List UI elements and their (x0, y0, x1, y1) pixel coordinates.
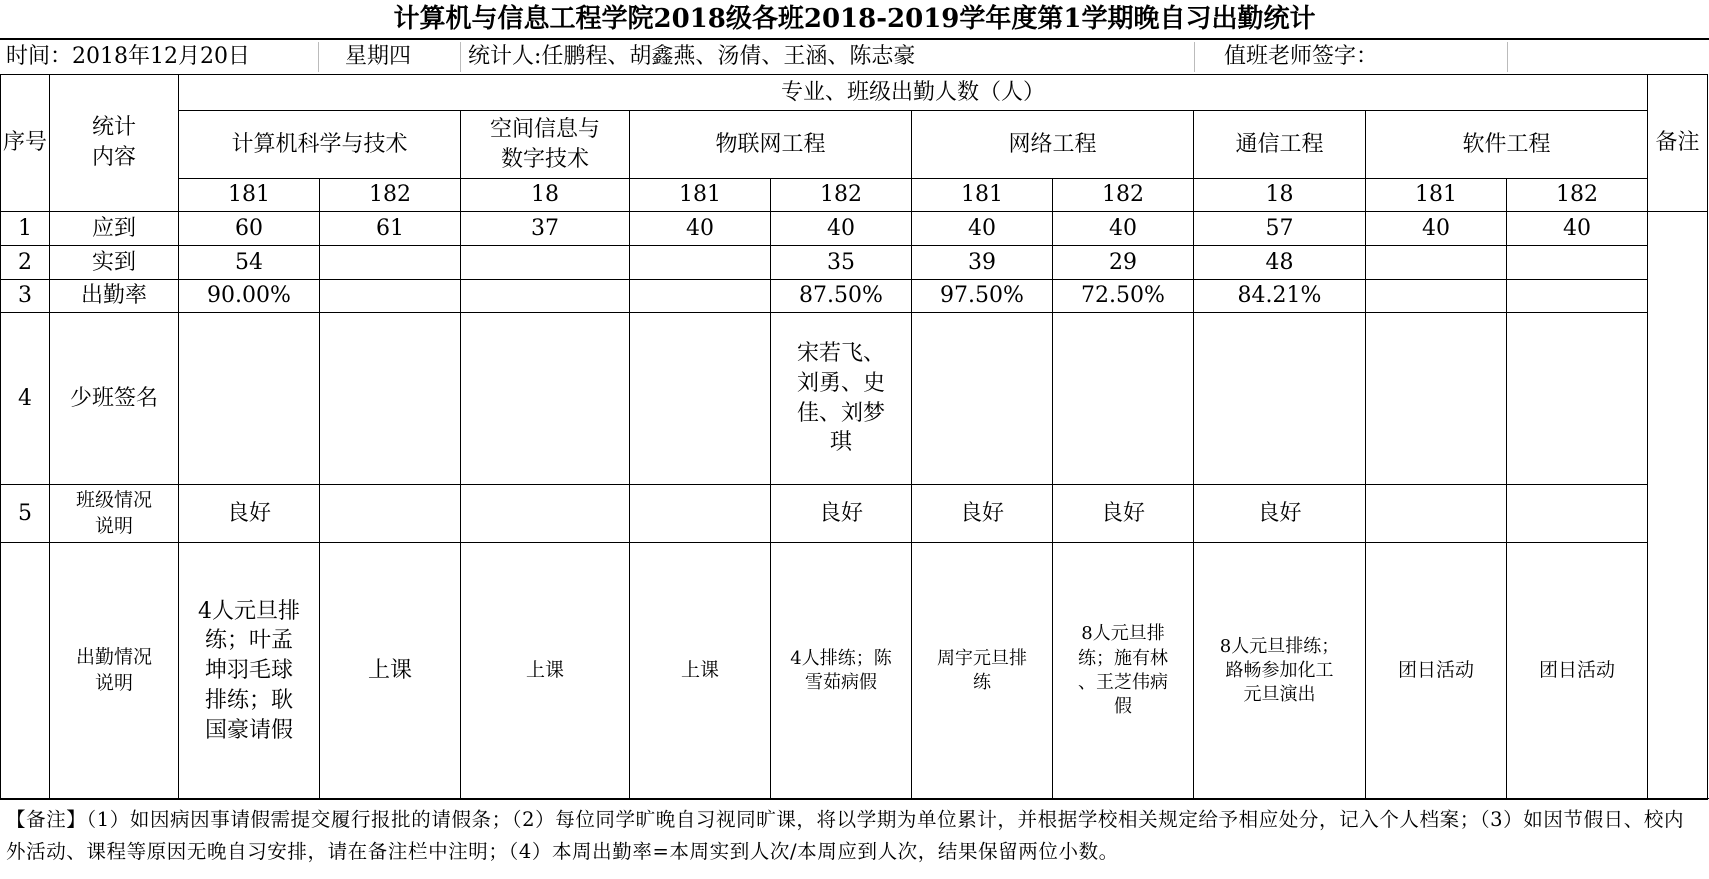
data-cell[interactable]: 良好 (179, 485, 320, 543)
row-label: 应到 (50, 212, 179, 246)
data-cell[interactable]: 57 (1194, 212, 1366, 246)
class-header: 182 (771, 179, 912, 212)
data-cell[interactable] (320, 246, 461, 280)
class-header: 181 (630, 179, 771, 212)
footnote-divider (0, 798, 1709, 799)
data-cell[interactable] (1507, 280, 1648, 313)
table-row (1, 485, 1708, 543)
major-header: 网络工程 (912, 111, 1194, 179)
row-seq: 5 (1, 485, 50, 543)
data-cell[interactable] (1507, 485, 1648, 543)
data-cell[interactable] (630, 280, 771, 313)
table-row (1, 543, 1708, 800)
major-header: 空间信息与 数字技术 (461, 111, 630, 179)
content-header: 统计 内容 (50, 75, 179, 212)
data-cell[interactable]: 良好 (1053, 485, 1194, 543)
data-cell[interactable]: 40 (630, 212, 771, 246)
stat-people-label: 统计人:任鹏程、胡鑫燕、汤倩、王涵、陈志豪 (468, 44, 916, 69)
remark-cell[interactable] (1648, 212, 1708, 800)
data-cell[interactable] (320, 313, 461, 485)
major-header: 通信工程 (1194, 111, 1366, 179)
data-cell[interactable]: 87.50% (771, 280, 912, 313)
weekday-label: 星期四 (345, 44, 412, 69)
major-header: 计算机科学与技术 (179, 111, 461, 179)
data-cell[interactable] (1366, 246, 1507, 280)
data-cell[interactable]: 40 (1053, 212, 1194, 246)
header-row-majors (1, 111, 1708, 179)
row-seq: 1 (1, 212, 50, 246)
info-divider (318, 42, 319, 72)
data-cell[interactable] (1194, 313, 1366, 485)
data-cell[interactable]: 72.50% (1053, 280, 1194, 313)
data-cell[interactable]: 48 (1194, 246, 1366, 280)
data-cell[interactable] (1366, 485, 1507, 543)
data-cell[interactable] (630, 313, 771, 485)
data-cell[interactable]: 宋若飞、 刘勇、史 佳、刘梦 琪 (771, 313, 912, 485)
table-row (1, 212, 1708, 246)
data-cell[interactable]: 团日活动 (1507, 543, 1648, 800)
data-cell[interactable] (630, 246, 771, 280)
info-divider (1194, 42, 1195, 72)
row-seq: 2 (1, 246, 50, 280)
page-title: 计算机与信息工程学院2018级各班2018-2019学年度第1学期晚自习出勤统计 (393, 4, 1316, 34)
row-seq: 4 (1, 313, 50, 485)
table-row (1, 280, 1708, 313)
data-cell[interactable]: 90.00% (179, 280, 320, 313)
header-row-classes (1, 179, 1708, 212)
data-cell[interactable] (461, 313, 630, 485)
data-cell[interactable]: 良好 (912, 485, 1053, 543)
date-label: 时间：2018年12月20日 (6, 44, 250, 69)
data-cell[interactable]: 60 (179, 212, 320, 246)
data-cell[interactable] (1053, 313, 1194, 485)
class-header: 18 (461, 179, 630, 212)
info-divider (460, 42, 461, 72)
footnote-text: 【备注】（1）如因病因事请假需提交履行报批的请假条；（2）每位同学旷晚自习视同旷课，将以学期为单位累计，并根据学校相关规定给予相应处分，记入个人档案；（3）如因节假日、校内外活动、课程等原因无晚自习安排，请在备注栏中注明；（4）本周出勤率=本周实到人次/本周应到人次，结果保留两位小数。 (6, 808, 1685, 863)
data-cell[interactable]: 团日活动 (1366, 543, 1507, 800)
data-cell[interactable]: 良好 (771, 485, 912, 543)
data-cell[interactable]: 40 (912, 212, 1053, 246)
data-cell[interactable]: 上课 (461, 543, 630, 800)
data-cell[interactable]: 40 (771, 212, 912, 246)
data-cell[interactable] (461, 246, 630, 280)
row-label: 出勤率 (50, 280, 179, 313)
class-header: 182 (1053, 179, 1194, 212)
class-header: 18 (1194, 179, 1366, 212)
data-cell[interactable] (912, 313, 1053, 485)
data-cell[interactable]: 39 (912, 246, 1053, 280)
data-cell[interactable] (1366, 280, 1507, 313)
header-row-group (1, 75, 1708, 111)
class-header: 181 (179, 179, 320, 212)
attendance-table (0, 74, 1708, 800)
info-divider (1507, 42, 1508, 72)
data-cell[interactable] (320, 280, 461, 313)
row-label: 出勤情况 说明 (50, 543, 179, 800)
row-seq: 3 (1, 280, 50, 313)
data-cell[interactable]: 4人排练；陈 雪茹病假 (771, 543, 912, 800)
data-cell[interactable] (1366, 313, 1507, 485)
remark-header: 备注 (1648, 75, 1708, 212)
major-header: 物联网工程 (630, 111, 912, 179)
row-label: 少班签名 (50, 313, 179, 485)
data-cell[interactable] (461, 485, 630, 543)
data-cell[interactable] (1507, 313, 1648, 485)
class-header: 181 (912, 179, 1053, 212)
row-label: 实到 (50, 246, 179, 280)
data-cell[interactable]: 40 (1366, 212, 1507, 246)
data-cell[interactable] (320, 485, 461, 543)
data-cell[interactable]: 上课 (630, 543, 771, 800)
table-row (1, 313, 1708, 485)
data-cell[interactable] (1507, 246, 1648, 280)
class-header: 182 (1507, 179, 1648, 212)
data-cell[interactable] (630, 485, 771, 543)
data-cell[interactable]: 37 (461, 212, 630, 246)
data-cell[interactable]: 周宇元旦排 练 (912, 543, 1053, 800)
seq-header: 序号 (1, 75, 50, 212)
data-cell[interactable]: 84.21% (1194, 280, 1366, 313)
data-cell[interactable]: 良好 (1194, 485, 1366, 543)
row-seq (1, 543, 50, 800)
data-cell[interactable] (461, 280, 630, 313)
class-header: 182 (320, 179, 461, 212)
data-cell[interactable]: 4人元旦排 练；叶孟 坤羽毛球 排练；耿 国豪请假 (179, 543, 320, 800)
data-cell[interactable] (179, 313, 320, 485)
class-header: 181 (1366, 179, 1507, 212)
teacher-sign-label[interactable]: 值班老师签字： (1224, 44, 1379, 69)
data-cell[interactable]: 8人元旦排 练；施有林 、王芝伟病 假 (1053, 543, 1194, 800)
data-cell[interactable]: 8人元旦排练； 路畅参加化工 元旦演出 (1194, 543, 1366, 800)
data-cell[interactable]: 61 (320, 212, 461, 246)
data-cell[interactable]: 40 (1507, 212, 1648, 246)
data-cell[interactable]: 54 (179, 246, 320, 280)
table-row (1, 246, 1708, 280)
row-label: 班级情况 说明 (50, 485, 179, 543)
data-cell[interactable]: 97.50% (912, 280, 1053, 313)
data-cell[interactable]: 上课 (320, 543, 461, 800)
data-cell[interactable]: 35 (771, 246, 912, 280)
group-header: 专业、班级出勤人数（人） (179, 75, 1648, 111)
data-cell[interactable]: 29 (1053, 246, 1194, 280)
major-header: 软件工程 (1366, 111, 1648, 179)
